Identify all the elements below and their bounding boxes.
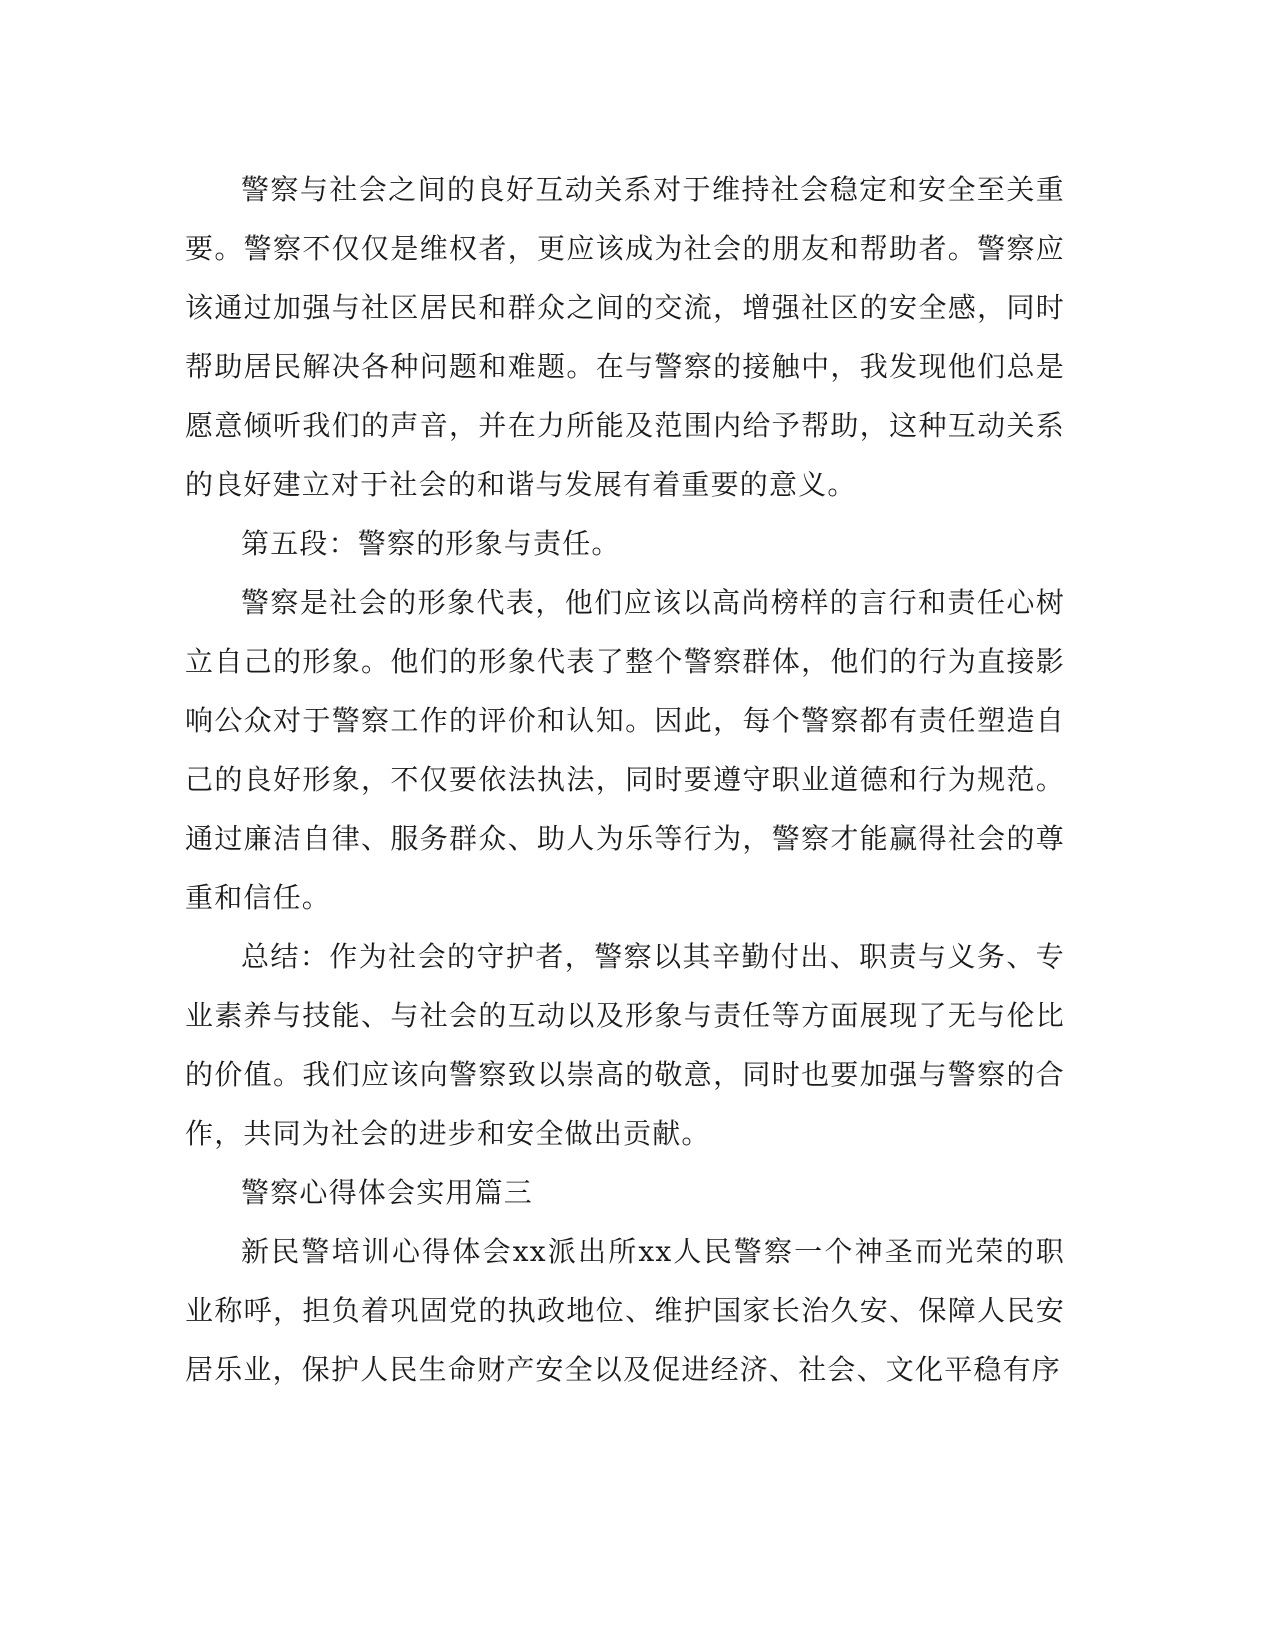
- paragraph-police-community: 警察与社会之间的良好互动关系对于维持社会稳定和安全至关重要。警察不仅仅是维权者，更应该成为社会的朋友和帮助者。警察应该通过加强与社区居民和群众之间的交流，增强社区的安全感，同时帮助居民解决各种问题和难题。在与警察的接触中，我发现他们总是愿意倾听我们的声音，并在力所能及范围内给予帮助，这种互动关系的良好建立对于社会的和谐与发展有着重要的意义。: [185, 173, 1065, 501]
- paragraph-training-experience: 新民警培训心得体会xx派出所xx人民警察一个神圣而光荣的职业称呼，担负着巩固党的执政地位、维护国家长治久安、保障人民安居乐业，保护人民生命财产安全以及促进经济、社会、文化平稳有序: [185, 1235, 1065, 1386]
- section-heading-fifth: 第五段：警察的形象与责任。: [241, 527, 621, 560]
- paragraph-police-image: 警察是社会的形象代表，他们应该以高尚榜样的言行和责任心树立自己的形象。他们的形象代表了整个警察群体，他们的行为直接影响公众对于警察工作的评价和认知。因此，每个警察都有责任塑造自己的良好形象，不仅要依法执法，同时要遵守职业道德和行为规范。通过廉洁自律、服务群众、助人为乐等行为，警察才能赢得社会的尊重和信任。: [185, 586, 1065, 914]
- section-heading-part-three: 警察心得体会实用篇三: [241, 1176, 534, 1209]
- paragraph-summary: 总结：作为社会的守护者，警察以其辛勤付出、职责与义务、专业素养与技能、与社会的互动以及形象与责任等方面展现了无与伦比的价值。我们应该向警察致以崇高的敬意，同时也要加强与警察的合作，共同为社会的进步和安全做出贡献。: [185, 940, 1065, 1150]
- document-body: [185, 160, 1065, 1399]
